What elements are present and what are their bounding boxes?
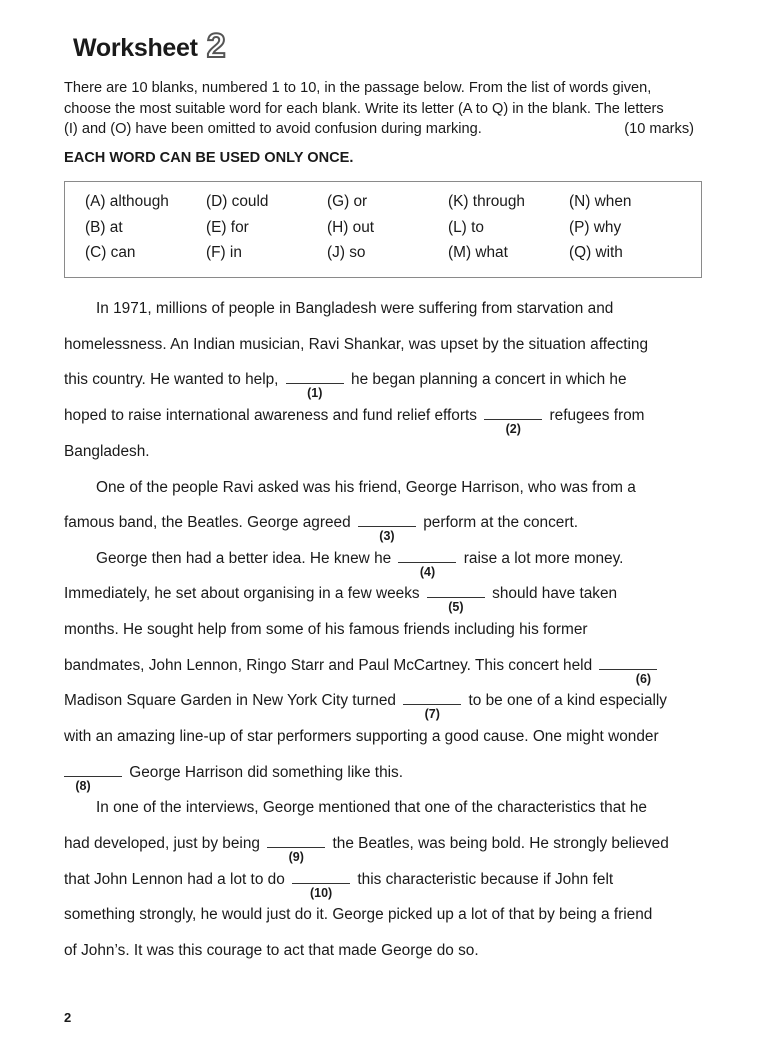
- passage-text: famous band, the Beatles. George agreed: [64, 514, 351, 531]
- blank-number: (6): [635, 672, 652, 686]
- blank-3[interactable]: [358, 525, 416, 543]
- word-option: (F) in: [206, 244, 242, 261]
- blank-number: (1): [307, 386, 323, 400]
- passage-text: George Harrison did something like this.: [129, 764, 404, 781]
- passage-text: he began planning a concert in which he: [351, 371, 627, 388]
- blank-number: (8): [75, 779, 91, 793]
- passage-line: [64, 871, 614, 900]
- blank-number: (2): [505, 422, 521, 436]
- instruction-line: choose the most suitable word for each blank. Write its letter (A to Q) in the blank. The letters: [64, 100, 664, 117]
- blank-9[interactable]: [267, 846, 325, 864]
- passage-text: raise a lot more money.: [463, 550, 624, 567]
- passage-line: [64, 657, 660, 686]
- passage-line: homelessness. An Indian musician, Ravi Shankar, was upset by the situation affecting: [64, 336, 649, 353]
- passage-line: with an amazing line-up of star performers supporting a good cause. One might wonder: [64, 728, 659, 745]
- word-list-box: [64, 181, 702, 278]
- passage-line: [64, 692, 668, 721]
- passage-line: In 1971, millions of people in Bangladesh were suffering from starvation and: [96, 300, 614, 317]
- passage-line: [64, 371, 627, 400]
- blank-4[interactable]: [398, 561, 456, 579]
- instruction-line: There are 10 blanks, numbered 1 to 10, in the passage below. From the list of words given,: [64, 80, 652, 96]
- passage-line: Bangladesh.: [64, 443, 150, 460]
- word-option: (H) out: [327, 218, 375, 236]
- blank-6[interactable]: [599, 668, 657, 686]
- blank-2[interactable]: [484, 418, 542, 436]
- passage-text: had developed, just by being: [64, 835, 260, 852]
- passage-text: hoped to raise international awareness and fund relief efforts: [64, 407, 477, 424]
- passage-text: that John Lennon had a lot to do: [64, 871, 285, 888]
- passage-line: In one of the interviews, George mentioned that one of the characteristics that he: [96, 799, 647, 816]
- passage-line: [96, 550, 624, 579]
- word-option: (C) can: [85, 244, 136, 261]
- passage-text: perform at the concert.: [423, 514, 579, 531]
- passage-text: should have taken: [492, 585, 618, 602]
- word-option: (D) could: [206, 193, 269, 210]
- word-option: (N) when: [569, 193, 632, 210]
- blank-5[interactable]: [427, 596, 485, 614]
- word-column: [569, 192, 631, 269]
- passage-line: [64, 514, 579, 543]
- passage-text: bandmates, John Lennon, Ringo Starr and Paul McCartney. This concert held: [64, 657, 593, 674]
- passage-text: Immediately, he set about organising in a few weeks: [64, 585, 420, 602]
- passage-line: [64, 585, 618, 614]
- word-option: (K) through: [448, 193, 525, 210]
- word-option: (Q) with: [569, 244, 623, 261]
- instruction-line: [64, 119, 704, 140]
- passage-line: One of the people Ravi asked was his friend, George Harrison, who was from a: [96, 479, 636, 496]
- blank-7[interactable]: [403, 703, 461, 721]
- word-option: (M) what: [448, 244, 508, 261]
- word-column: [206, 192, 268, 269]
- passage-text: refugees from: [549, 407, 645, 424]
- blank-number: (7): [424, 707, 440, 721]
- word-column: [448, 192, 525, 269]
- passage-text: this characteristic because if John felt: [357, 871, 614, 888]
- worksheet-title: [73, 30, 228, 67]
- page-number: 2: [64, 1010, 72, 1025]
- word-option: (P) why: [569, 218, 622, 236]
- word-option: (L) to: [448, 218, 484, 236]
- worksheet-number-badge: [204, 30, 228, 67]
- blank-number: (9): [288, 850, 304, 864]
- word-column: [327, 192, 374, 269]
- passage-line: [64, 407, 645, 436]
- passage-line: something strongly, he would just do it. George picked up a lot of that by being a friend: [64, 906, 653, 923]
- marks-label: (10 marks): [624, 121, 694, 137]
- blank-8[interactable]: [64, 775, 122, 793]
- passage-text: Madison Square Garden in New York City turned: [64, 692, 396, 709]
- blank-number: (5): [448, 600, 464, 614]
- blank-10[interactable]: [292, 882, 350, 900]
- word-column: [85, 192, 169, 269]
- passage-text: to be one of a kind especially: [468, 692, 668, 709]
- word-option: (A) although: [85, 193, 169, 210]
- blank-number: (4): [419, 565, 436, 579]
- title-text: Worksheet: [73, 34, 198, 62]
- blank-number: (10): [309, 886, 333, 900]
- passage-line: [64, 764, 404, 793]
- word-option: (E) for: [206, 218, 249, 236]
- passage-text: George then had a better idea. He knew he: [96, 550, 392, 567]
- passage-text: this country. He wanted to help,: [64, 371, 279, 388]
- word-option: (J) so: [327, 244, 366, 261]
- passage-text: the Beatles, was being bold. He strongly believed: [332, 835, 669, 852]
- passage-line: months. He sought help from some of his famous friends including his former: [64, 621, 588, 638]
- instructions: [64, 78, 704, 140]
- passage-line: of John’s. It was this courage to act that made George do so.: [64, 942, 479, 959]
- word-option: (B) at: [85, 218, 123, 236]
- worksheet-number: 2: [206, 30, 225, 60]
- instruction-text: (I) and (O) have been omitted to avoid confusion during marking.: [64, 121, 482, 137]
- blank-1[interactable]: [286, 382, 344, 400]
- rule-text: EACH WORD CAN BE USED ONLY ONCE.: [64, 150, 354, 166]
- blank-number: (3): [379, 529, 395, 543]
- word-option: (G) or: [327, 193, 368, 210]
- passage-line: [64, 835, 669, 864]
